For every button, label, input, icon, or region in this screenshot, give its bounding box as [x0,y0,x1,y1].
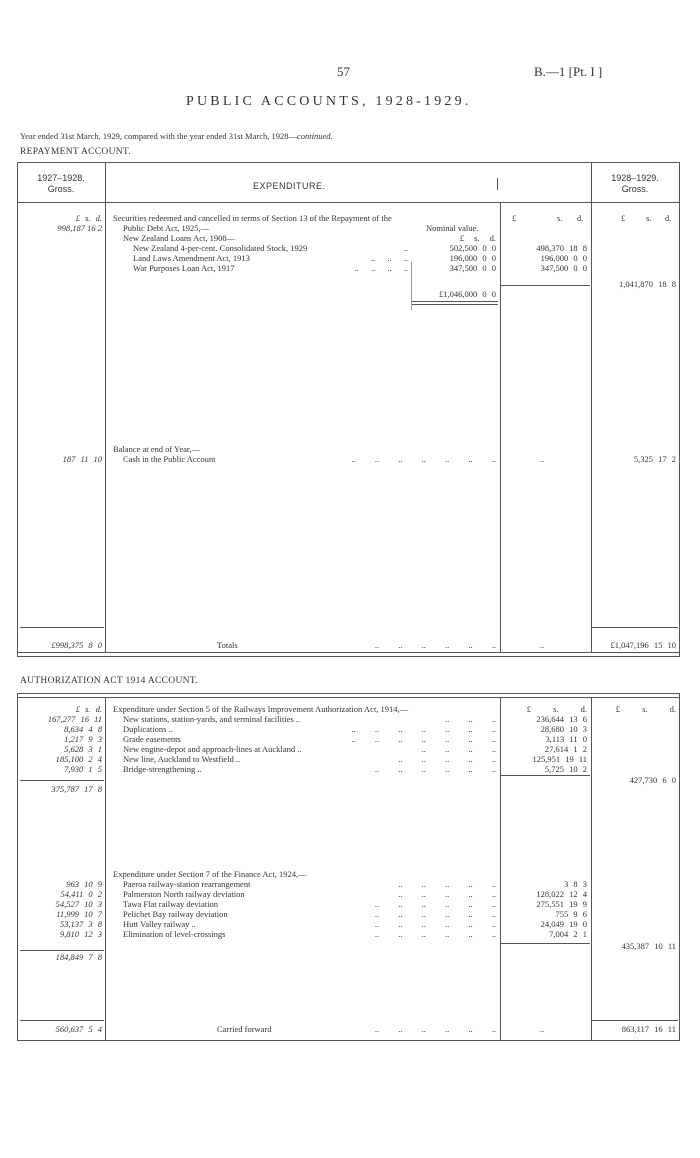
left-amount-cell: 185,100 2 4 [55,754,102,764]
dot-leader: .. .. .. .. .. [398,889,496,899]
sec7-left-total: 184,849 7 8 [55,952,102,962]
auth-units-right: £ s. d. [615,704,676,714]
sec7-heading: Expenditure under Section 7 of the Finance Act, 1924,— [113,869,307,879]
sec7-left-amounts [20,879,102,939]
sec5-left-amounts [20,714,102,774]
sec7-leaders [300,879,496,939]
totals-label: Totals [217,640,238,650]
totals-gross: £1,047,196 15 10 [610,640,676,650]
nominal-cell: 502,500 0 0 [449,243,496,253]
securities-description-cont: Public Debt Act, 1925,— [123,223,210,233]
amount-cell: 755 9 6 [555,909,587,919]
dot-leader: .. .. .. .. .. .. [374,764,496,774]
amount-cell: 3,113 11 0 [545,734,587,744]
dot-leader: .. .. .. .. [354,263,408,273]
authorization-section-title: AUTHORIZATION ACT 1914 ACCOUNT. [20,676,198,686]
nominal-cell: 347,500 0 0 [449,263,496,273]
amount-cell: 27,614 1 2 [544,744,587,754]
nz-loans-act-heading: New Zealand Loans Act, 1908— [123,233,236,243]
units-right-pound: £ [621,213,626,223]
left-amount-cell: 963 10 9 [66,879,102,889]
amount-cell: 125,951 19 11 [532,754,587,764]
left-amount-cell: 8,634 4 8 [64,724,102,734]
dot-leader: .. .. .. .. .. [398,879,496,889]
left-amount-cash: 187 11 10 [62,454,102,464]
carried-gross: 863,117 16 11 [621,1024,676,1034]
list-item: New stations, station-yards, and terminal facilities .. [123,714,301,724]
units-mid-pound: £ [512,213,517,223]
nominal-value-heading: Nominal value. [426,223,479,233]
amount-cell: 24,049 19 0 [540,919,587,929]
amount-cell: 196,000 0 0 [540,253,587,263]
carried-mid-leader: .. [540,1024,545,1034]
col-right-year: 1928–1929. [611,173,659,183]
sec7-gross: 435,387 10 11 [621,941,676,951]
left-amount-securities: 998,187 16 2 [57,223,102,233]
carried-left: 560,637 5 4 [55,1024,102,1034]
totals-mid-leader: .. [540,640,545,650]
nominal-units: £ s. d. [459,233,496,243]
list-item: Elimination of level-crossings [123,929,226,939]
dot-leader: .. .. .. .. .. .. [374,929,496,939]
left-amount-cell: 7,930 1 5 [64,764,102,774]
dot-leader: .. [403,243,408,253]
page-number: 57 [337,64,350,79]
dot-leader: .. .. .. [371,253,408,263]
total-left: £998,375 8 0 [51,640,102,650]
sec5-item-names [123,714,301,774]
units-mid-d: d. [577,213,584,223]
amount-cell: 236,644 13 6 [536,714,587,724]
col-left-year: 1927–1928. [37,173,85,183]
amount-cell: 28,680 10 3 [540,724,587,734]
totals-leaders: .. .. .. .. .. .. [374,640,496,650]
list-item: New Zealand 4-per-cent. Consolidated Stock, 1929 [133,243,308,253]
auth-units-left: £ s. d. [75,704,102,714]
cash-mid-leader: .. [540,454,545,464]
cash-gross: 5,325 17 2 [633,454,676,464]
col-right-heading [592,173,678,195]
list-item: Grade easements [123,734,181,744]
carried-leaders: .. .. .. .. .. .. [374,1024,496,1034]
units-mid-s: s. [557,213,563,223]
col-left-heading [18,173,104,195]
col-expenditure-heading: EXPENDITURE. [253,181,326,191]
amount-cell: 7,004 2 1 [549,929,587,939]
dot-leader: .. .. .. .. [421,744,496,754]
securities-amounts [501,243,587,273]
amount-cell: 128,022 12 4 [536,889,587,899]
left-amount-cell: 53,137 3 8 [59,919,102,929]
securities-gross: 1,041,870 18 8 [619,279,676,289]
dot-leader: .. .. .. .. .. .. [374,899,496,909]
list-item: Land Laws Amendment Act, 1913 [133,253,250,263]
dot-leader: .. .. .. .. .. .. .. [351,734,496,744]
sec5-heading: Expenditure under Section 5 of the Railways Improvement Authorization Act, 1914,— [113,704,409,714]
dot-leader: .. .. .. .. .. .. [374,919,496,929]
left-amount-cell: 54,411 0 2 [60,889,102,899]
units-right-s: s. [646,213,652,223]
subtitle-continued: continued. [296,131,333,141]
amount-cell: 498,370 18 8 [536,243,587,253]
list-item: Hutt Valley railway .. [123,919,196,929]
left-amount-cell: 54,527 10 3 [55,899,102,909]
amount-cell: 275,551 19 9 [536,899,587,909]
balance-label: Balance at end of Year,— [113,444,200,454]
dot-leader: .. .. .. [445,714,496,724]
carried-label: Carried forward [217,1024,272,1034]
amount-cell: 3 8 3 [564,879,587,889]
col-left-gross: Gross. [47,184,75,194]
page-subtitle [20,131,333,141]
sec5-leaders [350,714,496,774]
list-item: New engine-depot and approach-lines at Auckland .. [123,744,302,754]
dot-leader: .. .. .. .. .. [398,754,496,764]
dot-leader: .. .. .. .. .. .. .. [351,724,496,734]
list-item: Pelichet Bay railway deviation [123,909,228,919]
left-amount-cell: 11,999 10 7 [56,909,102,919]
repayment-section-title: REPAYMENT ACCOUNT. [20,147,131,157]
sec7-item-names [123,879,250,939]
units-right-d: d. [665,213,672,223]
page-title: PUBLIC ACCOUNTS, 1928-1929. [186,94,472,109]
sec5-gross: 427,730 6 0 [629,775,676,785]
cash-leaders: .. .. .. .. .. .. .. [351,454,496,464]
left-amount-cell: 1,217 9 3 [64,734,102,744]
sec5-amounts [501,714,587,774]
securities-description: Securities redeemed and cancelled in terms of Section 13 of the Repayment of the [113,213,392,223]
list-item: War Purposes Loan Act, 1917 [133,263,235,273]
nominal-total: £1,046,000 0 0 [439,289,496,299]
units-left: £ s. d. [75,213,102,223]
left-amount-cell: 9,810 12 3 [59,929,102,939]
list-item: Duplications .. [123,724,173,734]
list-item: Paeroa railway-station rearrangement [123,879,251,889]
list-item: Bridge-strengthening .. [123,764,202,774]
dot-leader: .. .. .. .. .. .. [374,909,496,919]
col-right-gross: Gross. [621,184,649,194]
list-item: New line, Auckland to Westfield .. [123,754,241,764]
auth-units-mid: £ s. d. [526,704,587,714]
securities-leaders [300,243,408,273]
amount-cell: 347,500 0 0 [540,263,587,273]
securities-names [133,243,307,273]
left-amount-cell: 167,277 16 11 [47,714,102,724]
list-item: Palmerston North railway deviation [123,889,245,899]
document-reference: B.—1 [Pt. I ] [534,64,603,79]
securities-nominal-values [412,243,496,273]
left-amount-cell: 5,628 3 1 [64,744,102,754]
sec5-left-total: 375,787 17 8 [51,784,102,794]
list-item: Tawa Flat railway deviation [123,899,218,909]
nominal-cell: 196,000 0 0 [449,253,496,263]
sec7-amounts [501,879,587,939]
cash-label: Cash in the Public Account [123,454,216,464]
amount-cell: 5,725 10 2 [544,764,587,774]
subtitle-main: Year ended 31st March, 1929, compared with the year ended 31st March, 1928— [20,131,297,141]
